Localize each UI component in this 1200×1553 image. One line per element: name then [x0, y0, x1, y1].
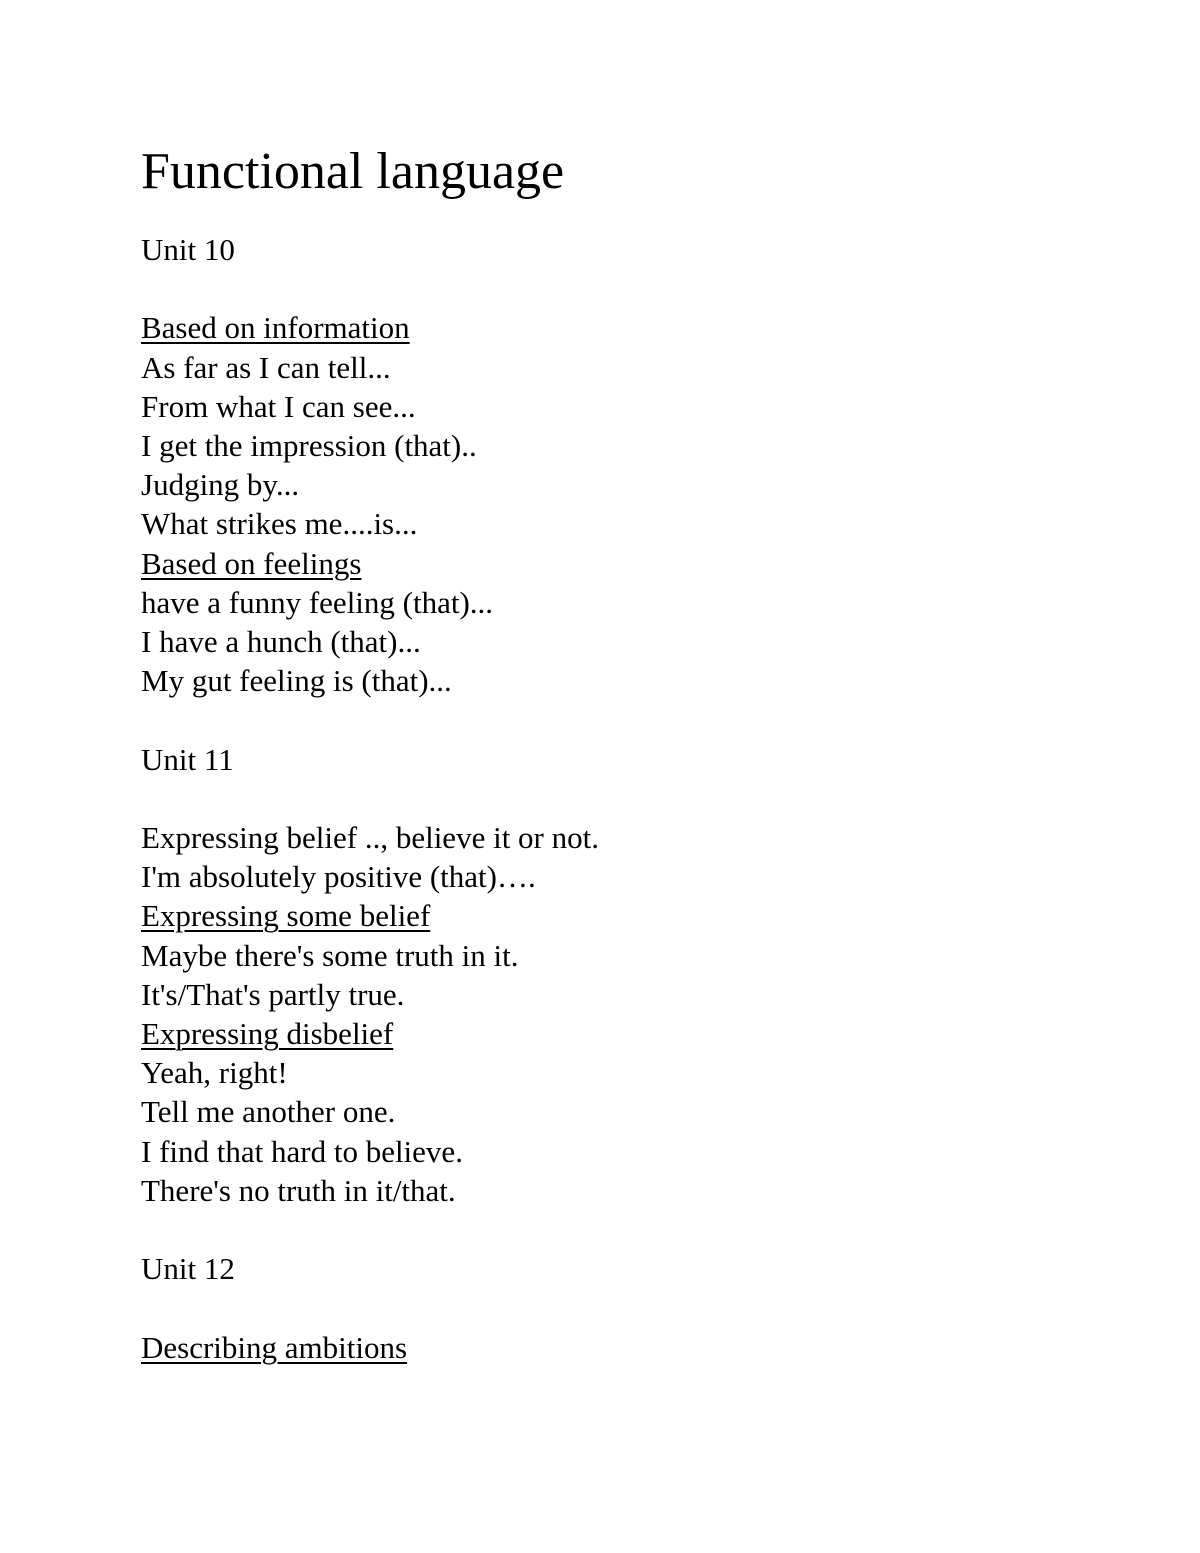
- spacer: [141, 1210, 1141, 1249]
- phrase-line: have a funny feeling (that)...: [141, 584, 494, 620]
- phrase-line: What strikes me....is...: [141, 506, 418, 542]
- phrase-line: Maybe there's some truth in it.: [141, 937, 519, 973]
- phrase-line: There's no truth in it/that.: [141, 1172, 456, 1208]
- section-heading-based-on-feelings: Based on feelings: [141, 545, 362, 581]
- phrase-line: Yeah, right!: [141, 1055, 288, 1091]
- section-heading-based-on-information: Based on information: [141, 310, 410, 346]
- phrase-line: My gut feeling is (that)...: [141, 663, 452, 699]
- phrase-line: I'm absolutely positive (that)….: [141, 859, 536, 895]
- section-heading-describing-ambitions: Describing ambitions: [141, 1329, 408, 1365]
- phrase-line: I get the impression (that)..: [141, 428, 477, 463]
- phrase-line: Judging by...: [141, 467, 300, 503]
- spacer: [141, 204, 1141, 230]
- section-heading-expressing-some-belief: Expressing some belief: [141, 898, 431, 934]
- section-heading-expressing-disbelief: Expressing disbelief: [141, 1016, 394, 1052]
- phrase-line: I find that hard to believe.: [141, 1133, 463, 1169]
- phrase-line: From what I can see...: [141, 388, 416, 424]
- page-title: Functional language: [141, 143, 565, 200]
- phrase-line: It's/That's partly true.: [141, 976, 405, 1012]
- unit-12-heading: Unit 12: [141, 1251, 235, 1287]
- phrase-line: Tell me another one.: [141, 1094, 396, 1130]
- spacer: [141, 779, 1141, 818]
- phrase-line: I have a hunch (that)...: [141, 624, 421, 660]
- unit-11-heading: Unit 11: [141, 741, 234, 777]
- document-content: [141, 140, 1141, 1367]
- spacer: [141, 700, 1141, 739]
- spacer: [141, 1288, 1141, 1327]
- spacer: [141, 269, 1141, 308]
- unit-10-heading: Unit 10: [141, 232, 235, 267]
- phrase-line: Expressing belief .., believe it or not.: [141, 820, 599, 855]
- phrase-line: As far as I can tell...: [141, 349, 391, 385]
